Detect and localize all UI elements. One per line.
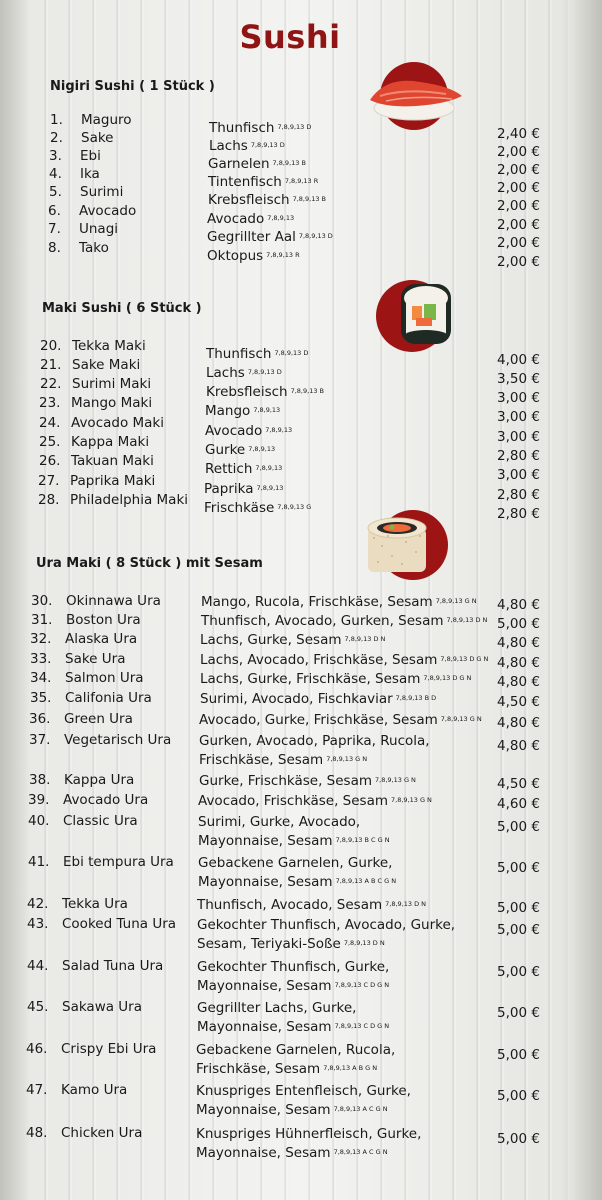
item-price: 5,00 € <box>497 1131 540 1147</box>
item-name: Cooked Tuna Ura <box>62 916 177 932</box>
item-description-line2: Frischkäse, Sesam <box>196 1061 321 1077</box>
item-description <box>198 854 396 892</box>
item-price: 2,40 € <box>497 126 540 142</box>
item-number: 24. <box>39 415 61 431</box>
menu-item-row <box>0 813 602 853</box>
item-description-line2: Mayonnaise, Sesam <box>197 978 332 994</box>
item-number: 22. <box>40 376 62 392</box>
item-name: Sake <box>81 130 114 146</box>
item-number: 31. <box>31 612 53 628</box>
item-name: Kappa Maki <box>71 434 150 450</box>
item-description-line1: Gegrillter Lachs, Gurke, <box>197 1000 357 1016</box>
menu-item-row <box>0 999 602 1039</box>
item-description-line1: Gekochter Thunfisch, Avocado, Gurke, <box>197 917 456 933</box>
item-name: Tako <box>79 240 109 256</box>
allergen-codes: 7,8,9,13 <box>255 464 283 472</box>
item-price: 2,00 € <box>497 198 540 214</box>
item-name: Kappa Ura <box>64 772 135 788</box>
item-number: 36. <box>29 711 51 727</box>
item-price: 4,50 € <box>497 694 540 710</box>
item-description <box>196 1125 421 1163</box>
item-description-line1: Mango <box>205 403 251 419</box>
item-description-line2: Mayonnaise, Sesam <box>196 1102 331 1118</box>
allergen-codes: 7,8,9,13 G N <box>326 755 368 763</box>
item-description-line1: Oktopus <box>207 248 264 264</box>
item-price: 2,00 € <box>497 144 540 160</box>
allergen-codes: 7,8,9,13 G N <box>391 796 432 804</box>
allergen-codes: 7,8,9,13 <box>253 406 281 414</box>
item-number: 5. <box>49 184 62 200</box>
item-number: 6. <box>48 203 61 219</box>
item-description-line1: Avocado <box>207 211 265 227</box>
allergen-codes: 7,8,9,13 G <box>277 503 312 511</box>
item-number: 21. <box>40 357 62 373</box>
item-number: 38. <box>29 772 51 788</box>
item-number: 39. <box>28 792 50 808</box>
item-price: 3,00 € <box>497 390 540 406</box>
item-name: Vegetarisch Ura <box>64 732 172 748</box>
item-name: Ebi <box>80 148 101 164</box>
allergen-codes: 7,8,9,13 A B C G N <box>335 877 397 885</box>
allergen-codes: 7,8,9,13 A C G N <box>333 1148 388 1156</box>
allergen-codes: 7,8,9,13 D <box>298 232 333 240</box>
item-description-line1: Gebackene Garnelen, Rucola, <box>196 1042 396 1058</box>
item-number: 30. <box>31 593 53 609</box>
item-price: 5,00 € <box>497 900 540 916</box>
item-number: 33. <box>30 651 52 667</box>
item-number: 45. <box>27 999 49 1015</box>
item-number: 41. <box>28 854 50 870</box>
item-number: 25. <box>39 434 61 450</box>
item-price: 2,80 € <box>497 487 540 503</box>
item-price: 2,00 € <box>497 235 540 251</box>
allergen-codes: 7,8,9,13 D N <box>446 616 488 624</box>
allergen-codes: 7,8,9,13 <box>248 445 276 453</box>
item-name: Kamo Ura <box>61 1082 128 1098</box>
item-number: 27. <box>38 473 60 489</box>
item-name: Surimi <box>80 184 124 200</box>
item-description-line1: Rettich <box>205 461 253 477</box>
item-number: 48. <box>26 1125 48 1141</box>
item-number: 40. <box>28 813 50 829</box>
item-price: 5,00 € <box>497 1005 540 1021</box>
allergen-codes: 7,8,9,13 B <box>272 159 306 167</box>
allergen-codes: 7,8,9,13 <box>265 426 293 434</box>
item-name: Green Ura <box>64 711 133 727</box>
item-name: Classic Ura <box>63 813 138 829</box>
section-title-nigiri: Nigiri Sushi ( 1 Stück ) <box>50 79 215 94</box>
item-description <box>197 999 389 1037</box>
allergen-codes: 7,8,9,13 G N <box>435 597 477 605</box>
allergen-codes: 7,8,9,13 D G N <box>440 655 489 663</box>
item-description-line1: Gebackene Garnelen, Gurke, <box>198 855 393 871</box>
menu-item-row <box>0 1041 602 1081</box>
item-name: Ebi tempura Ura <box>63 854 174 870</box>
item-description-line1: Frischkäse <box>204 500 275 516</box>
item-name: Tekka Maki <box>72 338 146 354</box>
item-description <box>204 499 311 518</box>
item-description <box>198 792 432 811</box>
allergen-codes: 7,8,9,13 A C G N <box>333 1105 388 1113</box>
allergen-codes: 7,8,9,13 R <box>266 251 300 259</box>
item-description <box>197 896 426 915</box>
item-price: 4,60 € <box>497 796 540 812</box>
item-name: Takuan Maki <box>71 453 154 469</box>
item-price: 5,00 € <box>497 819 540 835</box>
item-name: Salad Tuna Ura <box>62 958 164 974</box>
item-description-line1: Mango, Rucola, Frischkäse, Sesam <box>201 594 433 610</box>
item-description-line1: Lachs, Gurke, Sesam <box>200 632 342 648</box>
item-description-line1: Garnelen <box>208 156 270 172</box>
item-name: Philadelphia Maki <box>70 492 189 508</box>
item-number: 23. <box>39 395 61 411</box>
menu-item-row <box>0 854 602 894</box>
item-name: Salmon Ura <box>65 670 144 686</box>
item-description-line1: Tintenfisch <box>208 174 282 190</box>
item-number: 26. <box>39 453 61 469</box>
menu-item-row <box>0 958 602 998</box>
item-price: 5,00 € <box>497 1088 540 1104</box>
item-description-line2: Frischkäse, Sesam <box>199 752 324 768</box>
item-name: Surimi Maki <box>72 376 152 392</box>
item-description-line1: Gekochter Thunfisch, Gurke, <box>197 959 390 975</box>
item-price: 4,80 € <box>497 635 540 651</box>
item-name: Paprika Maki <box>70 473 156 489</box>
allergen-codes: 7,8,9,13 <box>267 214 295 222</box>
item-price: 2,80 € <box>497 506 540 522</box>
item-description <box>199 711 482 730</box>
section-title-maki: Maki Sushi ( 6 Stück ) <box>42 301 202 316</box>
item-price: 4,80 € <box>497 674 540 690</box>
item-description <box>200 631 385 650</box>
item-price: 3,00 € <box>497 409 540 425</box>
allergen-codes: 7,8,9,13 C D G N <box>334 981 390 989</box>
item-description <box>196 1041 395 1079</box>
item-price: 2,00 € <box>497 254 540 270</box>
item-description-line1: Krebsfleisch <box>206 384 288 400</box>
item-description-line1: Surimi, Gurke, Avocado, <box>198 814 361 830</box>
menu-item-row <box>0 916 602 956</box>
item-description <box>196 1082 411 1120</box>
item-description-line1: Thunfisch <box>206 346 272 362</box>
item-description-line2: Mayonnaise, Sesam <box>196 1145 331 1161</box>
item-price: 4,00 € <box>497 352 540 368</box>
item-description <box>200 651 488 670</box>
item-name: Tekka Ura <box>62 896 128 912</box>
item-name: Ika <box>80 166 100 182</box>
item-number: 34. <box>30 670 52 686</box>
item-name: Sakawa Ura <box>62 999 143 1015</box>
item-number: 37. <box>29 732 51 748</box>
item-name: Avocado <box>79 203 137 219</box>
item-description-line1: Lachs, Gurke, Frischkäse, Sesam <box>200 671 421 687</box>
item-name: Boston Ura <box>66 612 141 628</box>
item-description-line2: Mayonnaise, Sesam <box>198 833 333 849</box>
item-number: 42. <box>27 896 49 912</box>
item-name: Maguro <box>81 112 132 128</box>
item-description <box>200 690 436 709</box>
item-name: Califonia Ura <box>65 690 152 706</box>
allergen-codes: 7,8,9,13 G N <box>375 776 416 784</box>
item-price: 3,00 € <box>497 467 540 483</box>
allergen-codes: 7,8,9,13 D <box>247 368 282 376</box>
item-description <box>197 916 455 954</box>
item-price: 4,80 € <box>497 738 540 754</box>
item-price: 2,00 € <box>497 217 540 233</box>
item-name: Avocado Ura <box>63 792 149 808</box>
item-price: 4,50 € <box>497 776 540 792</box>
allergen-codes: 7,8,9,13 D N <box>344 635 386 643</box>
item-price: 3,00 € <box>497 429 540 445</box>
allergen-codes: 7,8,9,13 <box>256 484 284 492</box>
item-number: 8. <box>48 240 61 256</box>
item-number: 35. <box>30 690 52 706</box>
item-description-line1: Avocado, Gurke, Frischkäse, Sesam <box>199 712 438 728</box>
item-price: 4,80 € <box>497 597 540 613</box>
item-description-line1: Avocado, Frischkäse, Sesam <box>198 793 389 809</box>
item-name: Alaska Ura <box>65 631 138 647</box>
menu-item-row <box>0 1082 602 1122</box>
item-name: Chicken Ura <box>61 1125 143 1141</box>
item-number: 43. <box>27 916 49 932</box>
item-description <box>207 247 300 266</box>
item-description-line1: Lachs, Avocado, Frischkäse, Sesam <box>200 652 438 668</box>
item-number: 4. <box>49 166 62 182</box>
allergen-codes: 7,8,9,13 C D G N <box>334 1022 390 1030</box>
item-description-line1: Avocado <box>205 423 263 439</box>
item-description-line1: Gegrillter Aal <box>207 229 296 245</box>
item-description-line1: Paprika <box>204 481 254 497</box>
item-price: 5,00 € <box>497 616 540 632</box>
item-number: 1. <box>50 112 63 128</box>
item-name: Avocado Maki <box>71 415 164 431</box>
item-price: 2,80 € <box>497 448 540 464</box>
allergen-codes: 7,8,9,13 D N <box>385 900 427 908</box>
item-price: 2,00 € <box>497 180 540 196</box>
item-description-line1: Gurken, Avocado, Paprika, Rucola, <box>199 733 430 749</box>
item-name: Crispy Ebi Ura <box>61 1041 157 1057</box>
item-description-line1: Thunfisch <box>209 120 275 136</box>
item-description-line1: Surimi, Avocado, Fischkaviar <box>200 691 393 707</box>
allergen-codes: 7,8,9,13 B C G N <box>335 836 390 844</box>
menu-item-row <box>0 1125 602 1165</box>
item-number: 7. <box>48 221 61 237</box>
item-description <box>200 670 471 689</box>
item-description <box>201 612 487 631</box>
allergen-codes: 7,8,9,13 D N <box>343 939 385 947</box>
item-price: 4,80 € <box>497 715 540 731</box>
allergen-codes: 7,8,9,13 D G N <box>423 674 472 682</box>
item-price: 5,00 € <box>497 922 540 938</box>
item-description <box>201 593 477 612</box>
item-price: 2,00 € <box>497 162 540 178</box>
item-description-line2: Mayonnaise, Sesam <box>198 874 333 890</box>
item-description-line1: Gurke, Frischkäse, Sesam <box>199 773 372 789</box>
item-price: 5,00 € <box>497 1047 540 1063</box>
menu-item-row <box>0 240 602 280</box>
item-description-line1: Lachs <box>209 138 248 154</box>
item-number: 32. <box>30 631 52 647</box>
item-description-line2: Sesam, Teriyaki-Soße <box>197 936 341 952</box>
item-number: 46. <box>26 1041 48 1057</box>
allergen-codes: 7,8,9,13 D <box>274 349 309 357</box>
item-number: 44. <box>27 958 49 974</box>
item-description <box>197 958 389 996</box>
item-name: Sake Maki <box>72 357 141 373</box>
item-price: 5,00 € <box>497 964 540 980</box>
item-name: Sake Ura <box>65 651 126 667</box>
allergen-codes: 7,8,9,13 D <box>277 123 312 131</box>
item-number: 47. <box>26 1082 48 1098</box>
item-price: 5,00 € <box>497 860 540 876</box>
item-name: Mango Maki <box>71 395 153 411</box>
menu-item-row <box>0 732 602 772</box>
allergen-codes: 7,8,9,13 A B G N <box>323 1064 378 1072</box>
allergen-codes: 7,8,9,13 B <box>290 387 324 395</box>
allergen-codes: 7,8,9,13 B D <box>395 694 437 702</box>
allergen-codes: 7,8,9,13 B <box>292 195 326 203</box>
item-price: 4,80 € <box>497 655 540 671</box>
item-name: Unagi <box>79 221 119 237</box>
section-title-ura: Ura Maki ( 8 Stück ) mit Sesam <box>36 556 263 571</box>
menu-item-row <box>0 492 602 532</box>
allergen-codes: 7,8,9,13 G N <box>440 715 482 723</box>
item-description-line1: Thunfisch, Avocado, Gurken, Sesam <box>201 613 444 629</box>
item-name: Okinnawa Ura <box>66 593 161 609</box>
item-number: 2. <box>50 130 63 146</box>
item-number: 28. <box>38 492 60 508</box>
item-description-line1: Knuspriges Hühnerfleisch, Gurke, <box>196 1126 422 1142</box>
item-description-line1: Lachs <box>206 365 245 381</box>
item-description-line1: Gurke <box>205 442 246 458</box>
item-description-line1: Krebsfleisch <box>208 192 290 208</box>
allergen-codes: 7,8,9,13 D <box>250 141 285 149</box>
item-description-line1: Knuspriges Entenfleisch, Gurke, <box>196 1083 411 1099</box>
item-description <box>199 772 416 791</box>
menu-title: Sushi <box>239 18 341 56</box>
allergen-codes: 7,8,9,13 R <box>284 177 319 185</box>
item-number: 20. <box>40 338 62 354</box>
item-description-line1: Thunfisch, Avocado, Sesam <box>197 897 383 913</box>
item-description <box>199 732 430 770</box>
item-description-line2: Mayonnaise, Sesam <box>197 1019 332 1035</box>
item-price: 3,50 € <box>497 371 540 387</box>
item-number: 3. <box>49 148 62 164</box>
item-description <box>198 813 390 851</box>
